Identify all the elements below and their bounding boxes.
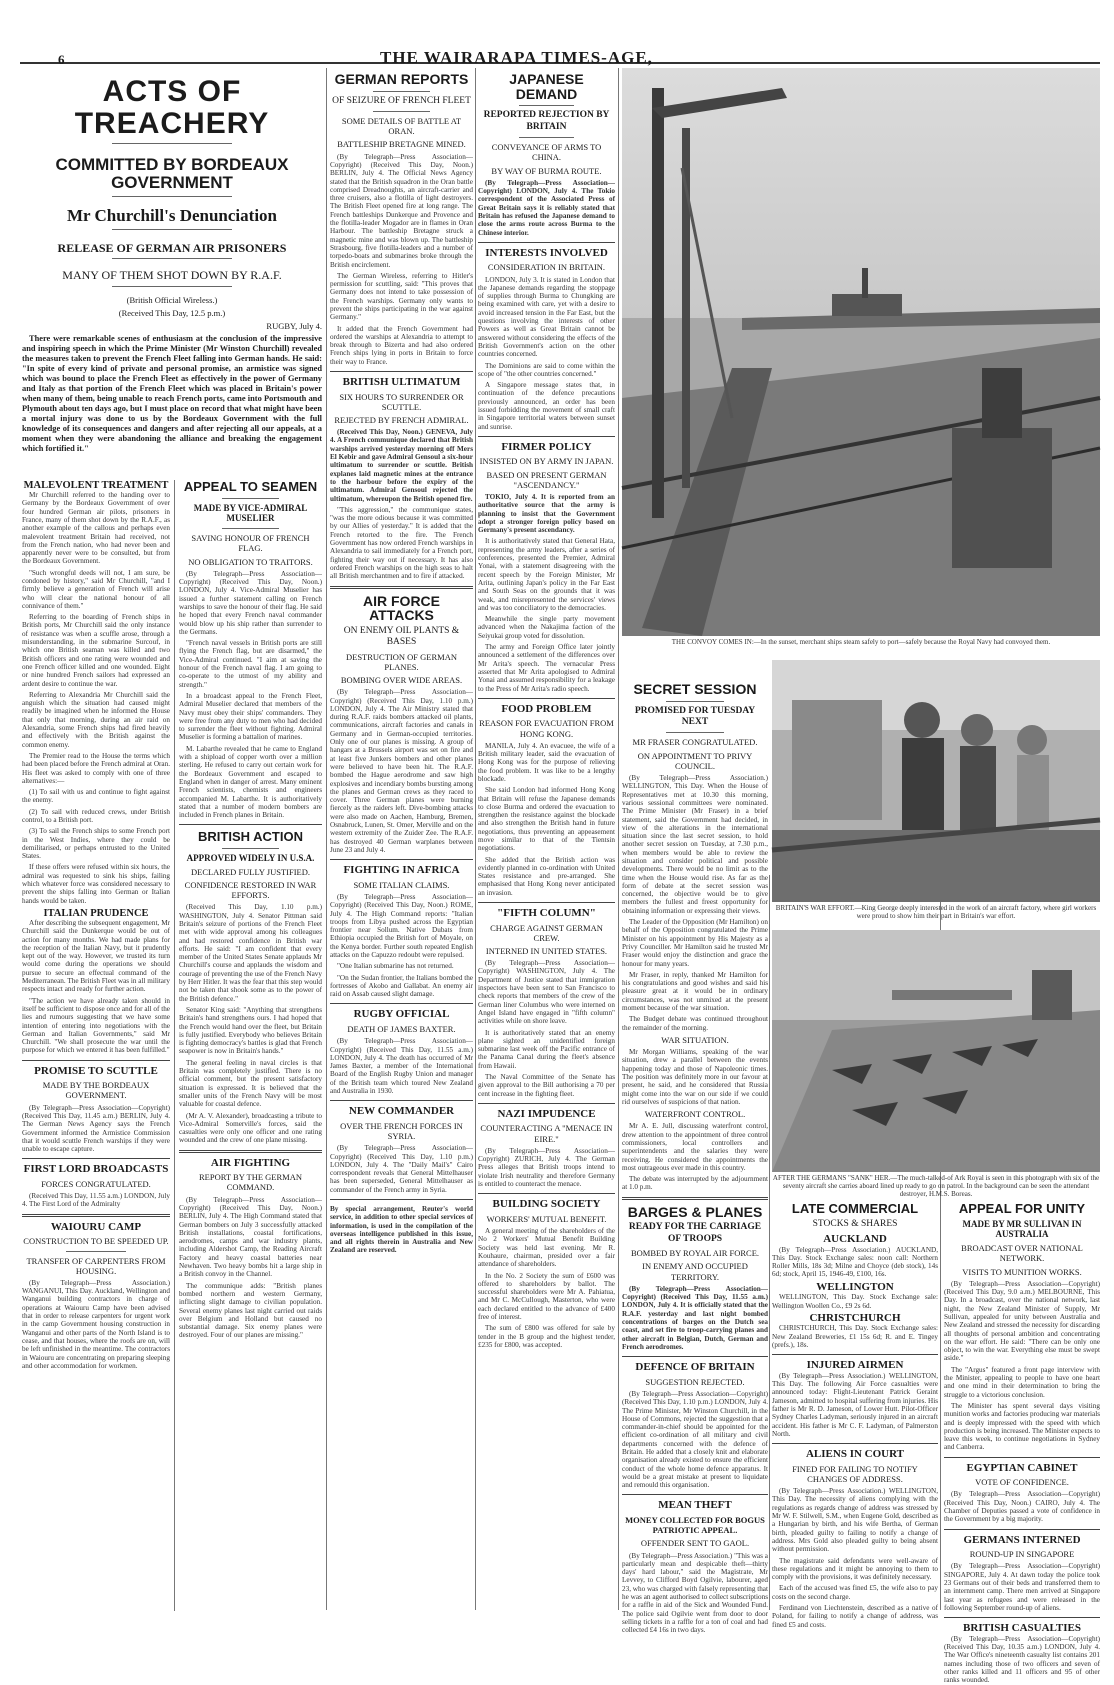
article-paragraph: (By Telegraph—Press Association.) AUCKLAND, This Day. Stock Exchange sales: noon call: Northern Roller Mills, 18s 3d; Milne and Choyce (deb stock), 14s 6d; stock, April 15, 1946-49, £100, 16s. <box>772 1245 938 1279</box>
column-rule <box>618 68 619 1610</box>
subhead: READY FOR THE CARRIAGE OF TROOPS <box>628 1222 762 1244</box>
headline-churchill: Mr Churchill's Denunciation <box>66 205 277 225</box>
credit-line: (British Official Wireless.) <box>126 294 218 305</box>
subhead: DEATH OF JAMES BAXTER. <box>347 1024 456 1035</box>
headline-egyptian-cabinet: EGYPTIAN CABINET <box>966 1461 1078 1474</box>
article-paragraph: Senator King said: "Anything that strengthens Britain's hand strengthens ours. I had hoped that the French would hand over the fleet, but Britain is fully justified. Everybody who believes Britain is fighting democracy's battles is glad that French seapower is now in Britain's hands." <box>179 1005 322 1056</box>
article-paragraph: (By Telegraph—Press Association—Copyright) (Received This Day, 1.10 p.m.) LONDON, July 4. The Air Ministry stated that during R.A.F. raids bombers attacked oil plants, communications, aircraft factories and canals in Germany and in German-occupied territories. Only one of our planes is missing. A group of hangars at a Brussels airport was set on fire and at least five Junkers bombers and other planes were believed to have been hit. The R.A.F. bombed the Hague aerodrome and saw high explosives and incendiary bombs bursting among the planes and German crews as they raced to cover. Three German planes were burning fiercely as the raiders left. Dive-bombing attacks were also made on Aachen, Hamburg, Bremen, Osnabruck, Lunen, St. Omer, Merville and on the western extremity of the Zuider Zee. The R.A.F. has destroyed 40 German warplanes between June 23 and July 4. <box>330 688 473 854</box>
headline-fighting-africa: FIGHTING IN AFRICA <box>343 864 460 877</box>
subhead: ON APPOINTMENT TO PRIVY COUNCIL. <box>637 750 753 771</box>
article-paragraph: "This aggression," the communique states, "was the more odious because it was committed by our Allies of yesterday." It is added that the French retorted to the fire. The French Government has now ordered French warships in Alexandria to sail immediately for a French port, fighting their way out if necessary. It has also ordered French warships on the high seas to halt all British merchantmen and to fire if attacked. <box>330 505 473 581</box>
subhead: FINED FOR FAILING TO NOTIFY CHANGES OF ADDRESS. <box>792 1463 918 1484</box>
subhead: VISITS TO MUNITION WORKS. <box>962 1266 1082 1277</box>
article-paragraph: LONDON, July 3. It is stated in London that the Japanese demands regarding the stoppage of supplies through Burma to Chungking are being examined with care, yet with a desire to avoid increased tension in the Far East, but the questions involving the interests of other Powers as well as Great Britain cannot be answered without considering the effects of the British Government's action on the other countries concerned. <box>478 275 615 359</box>
article-paragraph: Ferdinand von Liechtenstein, described as a native of Poland, for failing to notify a change of address, was fined £5 and costs. <box>772 1604 938 1629</box>
article-paragraph: It is authoritatively stated that an enemy plane sighted an unidentified foreign submarine last week off the Pacific entrance of the Panama Canal during the fleet's absence from Hawaii. <box>478 1028 615 1070</box>
subhead: ROUND-UP IN SINGAPORE <box>969 1549 1075 1560</box>
subhead: REPORT BY THE GERMAN COMMAND. <box>199 1172 302 1193</box>
article-paragraph: Each of the accused was fined £5, the wife also to pay costs on the second charge. <box>772 1584 938 1601</box>
article-paragraph: Mr Fraser, in reply, thanked Mr Hamilton for his congratulations and good wishes and said his pleasure great at it would be in ordinary circumstances, was not unmixed at the present moment because of the war situation. <box>622 970 768 1013</box>
dateline: RUGBY, July 4. <box>266 321 322 332</box>
headline-bordeaux: COMMITTED BY BORDEAUX GOVERNMENT <box>55 155 289 192</box>
subhead: COUNTERACTING A "MENACE IN EIRE." <box>480 1123 613 1144</box>
headline-appeal-seamen: APPEAL TO SEAMEN <box>183 479 318 494</box>
subhead: ON ENEMY OIL PLANTS & BASES <box>343 625 460 648</box>
article-paragraph: "The action we have already taken should in itself be sufficient to dispose once and for all of the lies and rumours suggesting that we have some intention of entering into negotiations with the German and Italian Governments," said Mr Churchill. "We shall prosecute the war until the purpose for which we entered it has been fulfilled." <box>22 996 170 1055</box>
article-paragraph: "One Italian submarine has not returned. <box>337 962 454 971</box>
subhead: BOMBED BY ROYAL AIR FORCE. <box>630 1248 760 1259</box>
headline-air-force-attacks: AIR FORCE ATTACKS <box>363 592 440 624</box>
subhead: IN ENEMY AND OCCUPIED TERRITORY. <box>642 1261 748 1282</box>
subcolumn-left <box>22 480 170 1611</box>
headline-firmer-policy: FIRMER POLICY <box>501 440 592 453</box>
article-paragraph: (By Telegraph—Press Association—Copyright) ZURICH, July 4. The German Press alleges that British troops intend to violate Irish neutrality and therefore Germany is entitled to counteract the menace. <box>478 1146 615 1189</box>
headline-first-lord: FIRST LORD BROADCASTS <box>23 1163 169 1176</box>
article-paragraph: M. Labarthe revealed that he came to England with a shipload of copper worth over a million sterling. He refused to carry out certain work for the Bordeaux Government and escaped to England when in danger of arrest. Many eminent French scientists, chemists and engineers accompanied M. Labarthe. It is authoritatively stated that a number of modern bombers are included in French planes in Britain. <box>179 744 322 820</box>
headline-german-reports: GERMAN REPORTS <box>334 71 469 87</box>
article-paragraph: (Received This Day, 1.10 p.m.) WASHINGTON, July 4. Senator Pittman said Britain's seizure of portions of the French Fleet met with wide approval among his colleagues and had restored confidence in British war efforts. He said: "I am confident that every member of the United States Senate applauds Mr Churchill's course and applauds the wisdom and courage of preventing the use of the French Navy by Herr Hitler. It was the fear that this step would not be taken that shook some as to the power of the British defence." <box>179 903 322 1003</box>
article-paragraph: (By Telegraph—Press Association.) WELLINGTON, This Day. The necessity of aliens complying with the regulations as regards change of address was stressed by Mr W. F. Stilwell, S.M., when Eugene Gold, described as a Hungarian by birth, and his wife Bertha, of German birth, pleaded guilty to failing to notify a change of address. Mrs Gold also pleaded guilty to being absent without permission. <box>772 1487 938 1554</box>
article-paragraph: A Singapore message states that, in continuation of the defence precautions previously announced, an order has been issued forbidding the movement of small craft in Singapore territorial waters between sunset and sunrise. <box>478 381 615 431</box>
article-paragraph: (3) To sail the French ships to some French port in the West Indies, where they could be demilitarised, or perhaps entrusted to the United States. <box>22 827 170 861</box>
caption-convoy: THE CONVOY COMES IN:—In the sunset, merchant ships steam safely to port—safely because the Royal Navy had convoyed them. <box>671 638 1051 646</box>
subhead: DESTRUCTION OF GERMAN PLANES. <box>346 651 457 672</box>
headline-waiouru: WAIOURU CAMP <box>50 1220 142 1233</box>
masthead-title: THE WAIRARAPA TIMES-AGE, <box>380 48 653 67</box>
subhead: WORKERS' MUTUAL BENEFIT. <box>486 1213 607 1224</box>
article-paragraph: (By Telegraph—Press Association.) WELLINGTON, This Day. When the House of Representatives met at 10.30 this morning, various sessional committees were nominated. The Prime Minister (Mr Fraser) in a brief statement, said the Government had decided, in view of the alterations in the international situation since the last secret session, to hold another secret session on Tuesday, at 7.30 p.m., when members would be able to review the situation and consider political and possible developments. There would be no limit as to the time when the House would rise. As far as the form of debate at the secret session was concerned, the objective would be to give members the fullest and freest opportunity for obtaining information or expressing their views. <box>622 774 768 915</box>
article-paragraph: The communique adds: "British planes bombed northern and western Germany, inflicting slight damage to civilian population. Several enemy planes last night carried out raids over Belgium and Holland but caused no substantial damage. Six enemy planes were destroyed. Four of our planes are missing." <box>179 1281 322 1340</box>
article-paragraph: (By Telegraph—Press Association.) WELLINGTON, This Day. The following Air Force casualties were announced today: Flight-Lieutenant Patrick Geraint Jameson, admitted to hospital suffering from injuries. His father is Mr R. D. Jameson, of Lower Hutt. Pilot-Officer Sydney Charles Ladyman, seriously injured in an aircraft accident. His father is Mr C. F. Ladyman, of Palmerston North. <box>772 1371 938 1438</box>
subhead: OVER THE FRENCH FORCES IN SYRIA. <box>340 1120 463 1142</box>
article-paragraph: (1) To sail with us and continue to fight against the enemy. <box>22 788 170 805</box>
article-paragraph: (Mr A. V. Alexander), broadcasting a tribute to Vice-Admiral Somerville's forces, said the casualties were only one officer and one rating wounded and the crew of one plane missing. <box>179 1111 322 1145</box>
subhead: DECLARED FULLY JUSTIFIED. <box>190 866 310 877</box>
article-paragraph: It added that the French Government had ordered the warships at Alexandria to attempt to break through to Bizerta and had also ordered French ships lying in ports in Britain to force their way to France. <box>330 324 473 366</box>
subhead: CONSIDERATION IN BRITAIN. <box>487 262 606 273</box>
photo-convoy <box>622 68 1100 636</box>
subhead: CONVEYANCE OF ARMS TO CHINA. <box>491 142 602 163</box>
article-paragraph: (By Telegraph—Press Association—Copyright) (Received This Day, Noon.) BERLIN, July 4. The High Command stated that German bombers on July 3 successfully attacked British installations, coastal fortifications, aerodromes, camps and war industry plants, including Aldershot Camp, the Reading Aircraft Factory and heavy coastal batteries near Newhaven. Two heavy bombs hit a large ship in a British convoy in the Channel. <box>179 1195 322 1279</box>
article-paragraph: The army and Foreign Office later jointly announced a settlement of the differences over Mr Arita's speech. The vernacular Press asserted that Mr Arita apologised to Admiral Yonai and assumed responsibility for a leakage to the Press of Mr Arita's radio speech. <box>478 643 615 693</box>
article-paragraph: "On the Sudan frontier, the Italians bombed the fortresses of Akobo and Gallabat. An enemy air raid on Assab caused slight damage. <box>330 973 473 999</box>
subhead: OFFENDER SENT TO GAOL. <box>640 1538 750 1549</box>
headline-british-casualties: BRITISH CASUALTIES <box>963 1622 1081 1635</box>
article-paragraph: The Budget debate was continued throughout the remainder of the morning. <box>622 1015 768 1032</box>
subhead: PROMISED FOR TUESDAY NEXT <box>634 705 756 728</box>
lead-paragraph: There were remarkable scenes of enthusiasm at the conclusion of the impressive and inspiring speech in which the Prime Minister (Mr Winston Churchill) revealed the measures taken to prevent the French Fleet falling into German hands. He said: "In spite of every kind of private and personal promise, an armistice was signed which was bound to place the French Fleet as effectively in the power of Germany and Italy as that portion of the French Fleet which was placed in Britain's power when many of them, being unable to reach French ports, came into Portsmouth and Plymouth about ten days ago, but I must place on record that what might have been a mortal injury was done to us by the Bordeaux Government with the full knowledge of its consequences and dangers and after rejecting all our appeals, at a moment when they were abandoning the alliance and breaking the engagement which fortified it." <box>22 334 322 454</box>
subhead: CHARGE AGAINST GERMAN CREW. <box>490 922 603 943</box>
article-paragraph: If these offers were refused within six hours, the admiral was requested to sink his ships, failing which whatever force was considered necessary to prevent the ships falling into German or Italian hands would be taken. <box>22 863 170 905</box>
article-paragraph: The German Wireless, referring to Hitler's permission for scuttling, said: "This proves that Germany does not intend to take possession of the French warships. Germany only wants to prevent the ships participating in the war against Germany." <box>330 271 473 322</box>
subhead-malevolent: MALEVOLENT TREATMENT <box>23 480 169 491</box>
headline-mean-theft: MEAN THEFT <box>658 1499 732 1512</box>
article-paragraph: (By Telegraph—Press Association—Copyright) WASHINGTON, July 4. The Department of Justice stated that immigration inspectors have been sent to San Francisco to check reports that members of the crew of the German liner Columbus who were interned on Angel Island have engaged in "fifth column" activities while on shore leave. <box>478 959 615 1026</box>
received-line: (Received This Day, 12.5 p.m.) <box>118 307 226 318</box>
subhead: SOME DETAILS OF BATTLE AT ORAN. <box>341 116 462 137</box>
subhead: WATERFRONT CONTROL. <box>644 1109 746 1120</box>
article-paragraph: The "Argus" featured a front page interview with the Minister, appealing to people to have one heart and one mind in their determination to bring the struggle to a victorious conclusion. <box>944 1365 1100 1399</box>
article-paragraph: (By Telegraph—Press Association—Copyright) (Received This Day, 10.35 a.m.) LONDON, July 4. The War Office's nineteenth casualty list contains 201 names including those of two officers and seven of other ranks killed and 11 officers and 95 of other ranks wounded. <box>944 1634 1100 1685</box>
article-paragraph: (Received This Day, 11.55 a.m.) LONDON, July 4. The First Lord of the Admiralty <box>22 1192 170 1209</box>
article-paragraph: "Such wrongful deeds will not, I am sure, be condoned by history," said Mr Churchill, "and I firmly believe a generation of French will arise who will clear the national honour of all connivance of them." <box>22 568 170 610</box>
subhead: CONSTRUCTION TO BE SPEEDED UP. <box>23 1236 169 1247</box>
subhead: INTERNED IN UNITED STATES. <box>485 946 608 956</box>
headline-air-prisoners: RELEASE OF GERMAN AIR PRISONERS <box>57 240 287 255</box>
article-paragraph: TOKIO, July 4. It is reported from an authoritative source that the army is planning to insist that the Government adopt a stronger foreign policy based on Germany's present ascendancy. <box>478 492 615 535</box>
subhead: MADE BY MR SULLIVAN IN AUSTRALIA <box>962 1218 1082 1240</box>
article-paragraph: A general meeting of the shareholders of the No 2 Workers' Mutual Benefit Building Society was held last evening. Mr R. Kouhaure, chairman, presided over a fair attendance of shareholders. <box>478 1227 615 1269</box>
article-paragraph: MANILA, July 4. An evacuee, the wife of a British military leader, said the evacuation of Hong Kong was for the purpose of relieving the food problem. It was like to be a lengthy blockade. <box>478 741 615 783</box>
article-paragraph: In a broadcast appeal to the French Fleet, Admiral Muselier declared that members of the Navy must obey their ships' commanders. They were free from any duty to men who had decided to surrender the fleet without fighting. Admiral Muselier is forming a battalion of marines. <box>179 691 322 742</box>
masthead-bar <box>20 6 1100 67</box>
subhead: TRANSFER OF CARPENTERS FROM HOUSING. <box>26 1255 166 1276</box>
subhead: SAVING HONOUR OF FRENCH FLAG. <box>191 533 310 554</box>
headline-building-society: BUILDING SOCIETY <box>492 1198 601 1211</box>
column-appeal-unity <box>944 1198 1100 1685</box>
headline-interests-involved: INTERESTS INVOLVED <box>485 246 608 259</box>
subhead: MONEY COLLECTED FOR BOGUS PATRIOTIC APPEAL. <box>625 1515 765 1536</box>
article-paragraph: The debate was interrupted by the adjournment at 1.0 p.m. <box>622 1175 768 1192</box>
article-paragraph: Referring to Alexandria Mr Churchill said the anguish which the situation had caused might readily be imagined when he informed the House that only that morning, during an air raid on Alexandria, some French ships had fired heavily and effectively with the British against the common enemy. <box>22 690 170 749</box>
column-rule <box>769 875 770 1610</box>
headline-secret-session: SECRET SESSION <box>633 681 757 697</box>
article-paragraph: (By Telegraph—Press Association—Copyright) (Received This Day, 1.10 p.m.) LONDON, July 4. The Prime Minister, Mr Winston Churchill, in the House of Commons, rejected the suggestion that a commander-in-chief should be appointed for the efficient co-ordination of all military and civil departments concerned with the defence of Britain. He added that a closely knit and elaborate organisation already existed to ensure the efficient conduct of the whole home defence apparatus. It would be a great mistake at present to liquidate and remould this organisation. <box>622 1389 768 1490</box>
article-paragraph: The Dominions are said to come within the scope of "the other countries concerned." <box>478 361 615 378</box>
article-paragraph: (By Telegraph—Press Association—Copyright) (Received This Day, Noon.) BERLIN, July 4. The Official News Agency stated that the British squadron in the Oran battle comprised Dreadnoughts, an aircraft-carrier and three cruisers, also a flotilla of light destroyers. The British Fleet opened fire at long range. The French battleships Dunkerque and Provence and the flotilla-leader Mogador are in flames in Oran Harbour. The battleship Bretagne struck a magnetic mine and was blown up. The battleship Strasbourg, five flotilla-leaders and a number of torpedo-boats and submarines broke through the British encirclement. <box>330 152 473 269</box>
article-paragraph: (By Telegraph—Press Association—Copyright) (Received This Day, Noon.) LONDON, July 4. Vice-Admiral Muselier has issued a further statement calling on French warships to save the honour of their flag. He said he hoped that every French naval commander would blow up his ship rather than surrender to the Germans. <box>179 569 322 636</box>
headline-aliens-court: ALIENS IN COURT <box>805 1448 905 1461</box>
article-paragraph: It is authoritatively stated that General Hata, representing the army leaders, after a series of conferences, presented the Premier, Admiral Yonai, with a statement disagreeing with the recent speech by the Foreign Minister, Mr Arita, outlining Japan's policy in the Far East and South Seas on the grounds that it was weak, and misrepresented the services' views and was too conciliatory to the democracies. <box>478 537 615 612</box>
article-paragraph: The sum of £800 was offered for sale by tender in the B group and the highest tender, £235 for £800, was accepted. <box>478 1324 615 1349</box>
article-paragraph: (By Telegraph—Press Association—Copyright) SINGAPORE, July 4. At dawn today the police took 23 Germans out of their beds and transferred them to an internment camp. There men arrived at Singapore last year as refugees and were released in the following September round-up of aliens. <box>944 1562 1100 1612</box>
subhead: MADE BY VICE-ADMIRAL MUSELIER <box>193 502 308 524</box>
article-paragraph: The magistrate said defendants were well-aware of these regulations and it might be annoying to them to comply with the provisions, it was definitely necessary. <box>772 1556 938 1582</box>
subhead: REASON FOR EVACUATION FROM HONG KONG. <box>479 718 614 739</box>
subhead: INSISTED ON BY ARMY IN JAPAN. <box>479 456 614 467</box>
article-paragraph: The Minister has spent several days visiting munition works and factories producing war materials and is deeply impressed with the speed with which production is being increased. The Minister expects to leave this week, to continue negotiations in Sydney and Canberra. <box>944 1401 1100 1452</box>
subcolumn-right <box>174 480 322 1611</box>
article-paragraph: (By Telegraph—Press Association—Copyright) LONDON, July 4. The Tokio correspondent of the Associated Press of Great Britain says it is reliably stated that Britain has refused the Japanese demand to close the arms route across Burma to the Chinese interior. <box>478 178 615 237</box>
headline-acts-of-treachery: ACTS OF TREACHERY <box>74 75 270 140</box>
headline-fifth-column: "FIFTH COLUMN" <box>497 907 596 920</box>
column-japanese-demand <box>478 66 615 1611</box>
article-paragraph: The general feeling in naval circles is that Britain was completely justified. There is no official comment, but the present satisfactory situation is expressed. It is believed that the smaller units of the French Navy will be most valuable for coastal defence. <box>179 1058 322 1109</box>
subhead: APPROVED WIDELY IN U.S.A. <box>186 853 315 864</box>
headline-christchurch: CHRISTCHURCH <box>809 1311 901 1324</box>
headline-nazi-impudence: NAZI IMPUDENCE <box>497 1107 596 1120</box>
page-number: 6 <box>58 52 65 67</box>
column-main-story <box>22 66 322 1611</box>
subhead: WAR SITUATION. <box>661 1034 729 1045</box>
headline-appeal-unity: APPEAL FOR UNITY <box>958 1201 1086 1216</box>
headline-british-ultimatum: BRITISH ULTIMATUM <box>342 376 461 389</box>
article-paragraph: (Received This Day, Noon.) GENEVA, July 4. A French communique declared that British warships arrived yesterday morning off Mers El Kebir and gave Admiral Gensoul a six-hour ultimatum to surrender or scuttle. British explanes laid magnetic mines at the entrance to the harbour before the expiry of the ultimatum. Admiral Gensoul rejected the ultimatum, whereupon the British opened fire. <box>330 428 473 503</box>
photo-ark-royal <box>772 930 1100 1172</box>
column-late-commercial <box>772 1198 938 1629</box>
headline-barges-planes: BARGES & PLANES <box>627 1203 763 1220</box>
article-paragraph: She added that the British action was evidently planned in co-ordination with United States resistance and pre-arranged. She emphasised that Hong Kong never anticipated an invasion. <box>478 855 615 897</box>
article-paragraph: After describing the subsequent engagement, Mr Churchill said the Dunkerque would be out of action for many months. We had made plans for the reception of the Italian Navy, but it prudently kept out of the way. However, we trusted its turn would come during the operations we should pursue to secure an effectual command of the Mediterranean. The British Fleet was in all military respects intact and ready for further action. <box>22 918 170 994</box>
subhead: MR FRASER CONGRATULATED. <box>632 737 758 748</box>
subhead: NO OBLIGATION TO TRAITORS. <box>188 556 313 567</box>
article-paragraph: (By Telegraph—Press Association—Copyright) (Received This Day, 9.0 a.m.) MELBOURNE, This Day. In a broadcast, over the national network, last night, the New Zealand Minister of Supply, Mr Sullivan, appealed for unity between Australia and New Zealand and stressed the necessity for discarding all thoughts of personal ambition and concentrating on the war effort. He said: "There can be only one object, to win the war. Everything else must be swept aside." <box>944 1279 1100 1363</box>
subhead: BATTLESHIP BRETAGNE MINED. <box>337 139 466 150</box>
headline-auckland: AUCKLAND <box>823 1233 887 1246</box>
article-paragraph: (By Telegraph—Press Association—Copyright) (Received This Day, Noon.) ROME, July 4. The High Command reports: "Italian troops from Libya pushed across the Egyptian frontier near Sollum. Native Dubats from Ethiopia occupied the British fort of Moyale, on the Kenya border. Further south repeated English attacks on the Capuzzo redoubt were repulsed. <box>330 892 473 959</box>
column-rule <box>326 68 327 1610</box>
subhead: BY WAY OF BURMA ROUTE. <box>491 165 602 176</box>
subhead: FORCES CONGRATULATED. <box>41 1178 151 1189</box>
article-paragraph: "French naval vessels in British ports are still flying the French flag, but are disarmed," the Vice-Admiral continued. "I aim at saving the honour of the French naval flag. I am going to co-operate to the utmost of my ability and strength." <box>179 639 322 689</box>
headline-japanese-demand: JAPANESE DEMAND <box>509 71 584 102</box>
headline-wellington: WELLINGTON <box>816 1280 894 1293</box>
subhead: MADE BY THE BORDEAUX GOVERNMENT. <box>42 1080 150 1101</box>
article-paragraph: Mr A. E. Jull, discussing waterfront control, drew attention to the appointment of three control commissioners, local controllers and superintendents and the salaries they were receiving. He considered the appointments the most outrageous ever made in this country. <box>622 1122 768 1172</box>
article-paragraph: (By Telegraph—Press Association.) "This was a particularly mean and despicable theft—thirty days' hard labour," said the Magistrate, Mr Levvey, to Clifford Boyd Ogilvie, labourer, aged 23, who was charged with falsely representing that he was an agent authorised to collect subscriptions for a raffle in aid of the Sick and Wounded Fund. The police said Ogilvie went from door to door selling tickets in a raffle for a ton of coal and had collected £4 16s in two days. <box>622 1551 768 1635</box>
article-paragraph: The Naval Committee of the Senate has given approval to the Bill authorising a 70 per cent increase in the fighting fleet. <box>478 1073 615 1098</box>
headline-injured-airmen: INJURED AIRMEN <box>806 1359 904 1372</box>
subhead: BASED ON PRESENT GERMAN "ASCENDANCY." <box>486 469 607 490</box>
column-german-reports <box>330 66 473 1611</box>
article-paragraph: In the No. 2 Society the sum of £600 was offered to shareholders by ballot. The successful shareholders were Mr A. Pahiatua, and Mr C. McCullough, Masterton, who were each declared entitled to the advance of £400 free of interest. <box>478 1271 615 1322</box>
article-paragraph: She said London had informed Hong Kong that Britain will refuse the Japanese demands to close Burma and ordered the evacuation to strengthen the resistance against the blockade and also strengthen the British hand in future negotiations, thus preventing an appeasement move similar to that of the Tientsin negotiations. <box>478 786 615 853</box>
subhead-italian: ITALIAN PRUDENCE <box>43 907 149 919</box>
headline-shot-down: MANY OF THEM SHOT DOWN BY R.A.F. <box>62 268 282 283</box>
article-paragraph: (By Telegraph—Press Association—Copyright) (Received This Day, 11.45 a.m.) BERLIN, July 4. The German News Agency says the French Government informed the Armistice Commission that it would scuttle French warships if they were unable to escape capture. <box>22 1103 170 1154</box>
article-paragraph: (2) To sail with reduced crews, under British control, to a British port. <box>22 807 170 824</box>
headline-food-problem: FOOD PROBLEM <box>501 702 592 715</box>
column-secret-session <box>622 672 768 1635</box>
subhead: OF SEIZURE OF FRENCH FLEET <box>332 95 471 106</box>
article-paragraph: (By Telegraph—Press Association—Copyright) (Received This Day, Noon.) CAIRO, July 4. The Chamber of Deputies passed a vote of confidence in the Government by a big majority. <box>944 1490 1100 1524</box>
article-paragraph: Referring to the boarding of French ships in British ports, Mr Churchill said the only instance of resistance was when a scuffle arose, through a misunderstanding, in the submarine Surcouf, in which one British seaman was killed and two British officers and one rating were wounded and one French officer killed and one wounded. Eight or nine hundred French sailors had expressed an ardent desire to continue the war. <box>22 613 170 688</box>
article-paragraph: The Leader of the Opposition (Mr Hamilton) on behalf of the Opposition congratulated the Prime Minister on his appointment by His Majesty as a Privy Counciller. Mr Hamilton said he trusted Mr Fraser would enjoy the distinction and grace the honour for many years. <box>622 918 768 968</box>
headline-germans-interned: GERMANS INTERNED <box>963 1533 1081 1546</box>
caption-king-factory: BRITAIN'S WAR EFFORT.—King George deeply interested in the work of an aircraft factory, where girl workers were proud to show him their part in Britain's war effort. <box>775 904 1097 920</box>
subhead: SUGGESTION REJECTED. <box>645 1376 745 1387</box>
article-paragraph: (By Telegraph—Press Association.) WANGANUI, This Day. Auckland, Wellington and Wanganui building contractors in charge of operations at Waiouru Camp have been advised that in order to release carpenters for urgent work in the camp Government housing construction in Wanganui and other parts of the North Island is to cease, and that houses, where the roofs are on, will be left unfinished in the meantime. The contractors in Waiouru are concentrating on preparing sleeping and other accommodation for workmen. <box>22 1278 170 1370</box>
article-paragraph: (By Telegraph—Press Association—Copyright) (Received This Day, 11.55 a.m.) LONDON, July 4. It is officially stated that the R.A.F. yesterday and last night bombed concentrations of barges on the Dutch sea coast, and set fire to troop-carrying planes and other aircraft in Belgian, Dutch, German and French aerodromes. <box>622 1284 768 1351</box>
column-rule <box>475 68 476 1610</box>
headline-air-fighting: AIR FIGHTING <box>210 1156 291 1169</box>
caption-ark-royal: AFTER THE GERMANS "SANK" HER.—The much-talked-of Ark Royal is seen in this photograph with six of the seventy aircraft she carries aboard lined up ready to go on patrol. In the background can be seen the attendant destroyer, H.M.S. Boreas. <box>772 1174 1100 1198</box>
article-paragraph: Mr Churchill referred to the handing over to Germany by the Bordeaux Government of over four hundred German air pilots, prisoners in France, many of them shot down by the R.A.F., as another example of the callous and perhaps even malevolent treatment Britain had received, not from the French nation, who had never been and apparently never were to be consulted, but from the Bordeaux Government. <box>22 491 170 566</box>
headline-new-commander: NEW COMMANDER <box>348 1105 455 1118</box>
headline-defence-britain: DEFENCE OF BRITAIN <box>635 1361 755 1374</box>
article-paragraph: WELLINGTON, This Day. Stock Exchange sale: Wellington Woollen Co., £9 2s 6d. <box>772 1293 938 1310</box>
headline-rugby-official: RUGBY OFFICIAL <box>353 1008 450 1021</box>
photo-king-factory <box>772 660 1100 902</box>
reuters-notice: By special arrangement, Reuter's world service, in addition to other special services of information, is used in the compilation of the overseas intelligence published in this issue, and all rights therein in Australia and New Zealand are reserved. <box>330 1204 473 1255</box>
article-paragraph: Meanwhile the single party movement advanced when the Nakajima faction of the Seiyukai group voted for dissolution. <box>478 615 615 640</box>
subhead: CONFIDENCE RESTORED IN WAR EFFORTS. <box>184 880 317 901</box>
subhead: VOTE OF CONFIDENCE. <box>975 1477 1069 1488</box>
headline-british-action: BRITISH ACTION <box>198 829 303 845</box>
subhead: BOMBING OVER WIDE AREAS. <box>340 675 463 686</box>
article-paragraph: CHRISTCHURCH, This Day. Stock Exchange sales: New Zealand Breweries, £1 15s 6d; R. and E. Tingey (prefs.), 18s. <box>772 1324 938 1350</box>
subhead: SIX HOURS TO SURRENDER OR SCUTTLE. <box>339 391 464 412</box>
article-paragraph: The Premier read to the House the terms which had been placed before the French admiral at Oran. His fleet was asked to comply with one of three alternatives:— <box>22 751 170 785</box>
subhead: SOME ITALIAN CLAIMS. <box>353 879 450 890</box>
subhead: BROADCAST OVER NATIONAL NETWORK. <box>961 1243 1083 1264</box>
subhead: REPORTED REJECTION BY BRITAIN <box>483 110 610 132</box>
article-paragraph: (By Telegraph—Press Association—Copyright) (Received This Day, 11.55 a.m.) LONDON, July 4. The death has occurred of Mr James Baxter, a member of the International Board of the English Rugby Union and manager of the British team which toured New Zealand and Australia in 1930. <box>330 1037 473 1095</box>
subhead: REJECTED BY FRENCH ADMIRAL. <box>334 414 469 425</box>
article-paragraph: Mr Morgan Williams, speaking of the war situation, drew a parallel between the events happening today and those of Napoleonic times. The position was definitely more in our favour at present, he said, and he considered that Russia might come into the war on our side if we could rid ourselves of suspicions of that nation. <box>622 1048 768 1106</box>
article-paragraph: (By Telegraph—Press Association—Copyright) (Received This Day, 1.10 p.m.) LONDON, July 4. The "Daily Mail's" Cairo correspondent reveals that General Mittelhauser has been superseded, General Mittelhauser as commander of the French army in Syria. <box>330 1144 473 1194</box>
headline-promise-scuttle: PROMISE TO SCUTTLE <box>34 1064 158 1077</box>
subhead: STOCKS & SHARES <box>812 1218 898 1229</box>
headline-late-commercial: LATE COMMERCIAL <box>791 1201 919 1216</box>
